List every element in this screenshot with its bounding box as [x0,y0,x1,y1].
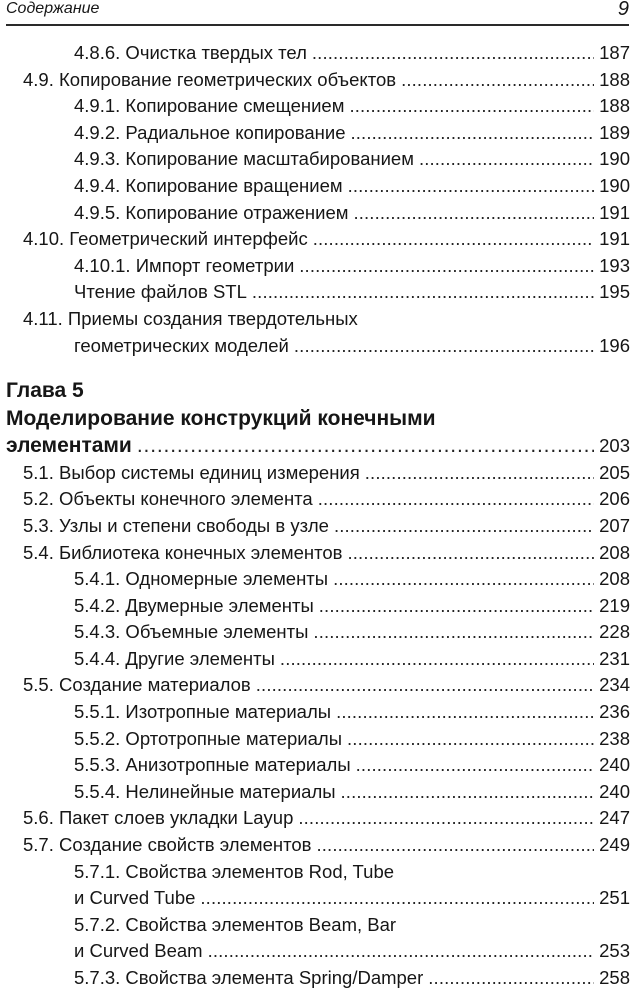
toc-entry-page: 228 [599,621,630,643]
toc-entry-page: 195 [599,281,630,303]
toc-entry-label: 5.5.3. Анизотропные материалы [74,754,351,776]
leader-dots [318,486,594,513]
leader-dots [351,120,595,147]
toc-entry[interactable] [0,566,630,593]
toc-entry-page: 203 [599,435,630,457]
toc-entry[interactable] [0,460,630,487]
toc-entry-page: 193 [599,254,630,276]
toc-entry-label: 5.4.1. Одномерные элементы [74,568,329,590]
page-number: 9 [617,0,629,20]
toc-entry[interactable] [0,859,630,886]
toc-entry-page: 249 [599,834,630,856]
toc-entry[interactable] [0,752,630,779]
toc-entry-label: 5.1. Выбор системы единиц измерения [23,461,360,483]
leader-dots [137,433,594,460]
toc-entry[interactable] [0,540,630,567]
toc-entry[interactable] [0,699,630,726]
toc-entry[interactable] [0,726,630,753]
toc-entry-page: 189 [599,121,630,143]
leader-dots [333,566,594,593]
toc-entry-label: 4.9.3. Копирование масштабированием [74,148,414,170]
toc-entry-page: 251 [599,887,630,909]
leader-dots [347,540,594,567]
toc-entry-label: 5.4. Библиотека конечных элементов [23,541,343,563]
toc-entry[interactable] [0,938,630,965]
toc-entry-label: геометрических моделей [74,334,289,356]
toc-entry-page: 238 [599,727,630,749]
toc-entry-label: 5.5.1. Изотропные материалы [74,701,332,723]
leader-dots [252,279,594,306]
toc-entry[interactable] [0,67,630,94]
leader-dots [208,938,595,965]
leader-dots [200,885,594,912]
leader-dots [313,226,594,253]
toc-entry[interactable] [0,779,630,806]
toc-entry-label: 4.11. Приемы создания твердотельных [23,307,358,329]
leader-dots [299,253,594,280]
toc-entry[interactable] [0,306,630,333]
toc-entry-page: 190 [599,148,630,170]
toc-entry-label: и Curved Tube [74,887,196,909]
leader-dots [365,460,594,487]
toc-entry[interactable] [0,832,630,859]
leader-dots [256,672,594,699]
toc-entry-page: 191 [599,201,630,223]
leader-dots [336,699,594,726]
leader-dots [298,805,594,832]
toc-entry-page: 219 [599,594,630,616]
toc-entry[interactable] [0,619,630,646]
chapter-title: Моделирование конструкций конечными [6,407,436,431]
leader-dots [428,965,594,992]
toc-entry-label: и Curved Beam [74,940,203,962]
toc-entry-label: 5.3. Узлы и степени свободы в узле [23,514,329,536]
toc-entry-label: 4.8.6. Очистка твердых тел [74,42,307,63]
toc-entry[interactable] [0,173,630,200]
toc-entry[interactable] [0,912,630,939]
toc-entry[interactable] [0,593,630,620]
toc-entry[interactable] [0,253,630,280]
toc-entry[interactable] [0,672,630,699]
toc-entry-label: 4.10.1. Импорт геометрии [74,254,295,276]
leader-dots [294,333,594,360]
toc-entry[interactable] [0,120,630,147]
toc-entry-label: 4.9.4. Копирование вращением [74,174,343,196]
toc-entry[interactable] [0,146,630,173]
toc-entry-page: 247 [599,807,630,829]
leader-dots [401,67,594,94]
toc-entry-page: 258 [599,967,630,988]
toc-entry-label: 4.9. Копирование геометрических объектов [23,68,397,90]
toc-entry-label: 4.9.5. Копирование отражением [74,201,349,223]
page-header [6,0,629,26]
toc-entry-label: 4.10. Геометрический интерфейс [23,228,308,250]
chapter-heading: Глава 5 [6,379,84,403]
table-of-contents [0,40,630,992]
toc-entry[interactable] [0,40,630,67]
leader-dots [313,619,594,646]
leader-dots [334,513,594,540]
chapter-title-entry[interactable] [0,433,630,460]
toc-entry-label: 4.9.1. Копирование смещением [74,95,345,117]
toc-entry-label: 5.7.2. Свойства элементов Beam, Bar [74,913,397,935]
toc-entry-page: 188 [599,68,630,90]
toc-entry-page: 207 [599,514,630,536]
toc-entry-page: 208 [599,568,630,590]
toc-entry-label: 5.6. Пакет слоев укладки Layup [23,807,294,829]
toc-entry-label: 5.5.2. Ортотропные материалы [74,727,343,749]
leader-dots [341,779,595,806]
leader-dots [347,726,594,753]
leader-dots [280,646,594,673]
leader-dots [348,173,595,200]
leader-dots [319,593,594,620]
leader-dots [316,832,594,859]
toc-entry-page: 188 [599,95,630,117]
toc-entry-label: 5.4.2. Двумерные элементы [74,594,314,616]
toc-entry[interactable] [0,513,630,540]
toc-entry-label: 5.5.4. Нелинейные материалы [74,780,336,802]
toc-entry[interactable] [0,486,630,513]
toc-entry-page: 187 [599,42,630,63]
toc-entry[interactable] [0,200,630,227]
toc-entry-label: 5.4.4. Другие элементы [74,647,275,669]
toc-entry[interactable] [0,805,630,832]
toc-entry-page: 236 [599,701,630,723]
leader-dots [312,40,594,67]
toc-entry[interactable] [0,226,630,253]
toc-entry-label: 5.7.1. Свойства элементов Rod, Tube [74,860,395,882]
leader-dots [349,93,594,120]
toc-section-ch5 [0,460,630,859]
toc-section-ch4 [0,40,630,306]
toc-entry[interactable] [0,93,630,120]
toc-entry-label: 5.7. Создание свойств элементов [23,834,312,856]
leader-dots [353,200,594,227]
toc-entry-page: 190 [599,174,630,196]
toc-entry-label: 4.9.2. Радиальное копирование [74,121,346,143]
toc-entry-label: 5.7.3. Свойства элемента Spring/Damper [74,967,424,988]
toc-entry-page: 191 [599,228,630,250]
toc-entry[interactable] [0,279,630,306]
toc-entry-page: 208 [599,541,630,563]
toc-entry[interactable] [0,333,630,360]
chapter-title-label: элементами [6,434,132,458]
toc-entry-page: 206 [599,488,630,510]
toc-entry[interactable] [0,965,630,992]
leader-dots [356,752,594,779]
toc-entry[interactable] [0,885,630,912]
toc-entry-page: 234 [599,674,630,696]
toc-entry-page: 240 [599,780,630,802]
leader-dots [419,146,594,173]
toc-entry-page: 205 [599,461,630,483]
toc-entry-label: 5.2. Объекты конечного элемента [23,488,313,510]
toc-entry-label: 5.4.3. Объемные элементы [74,621,309,643]
running-title: Содержание [6,0,100,17]
toc-entry-label: Чтение файлов STL [74,281,247,303]
toc-entry-page: 231 [599,647,630,669]
toc-entry-page: 253 [599,940,630,962]
toc-entry-label: 5.5. Создание материалов [23,674,251,696]
toc-entry[interactable] [0,646,630,673]
toc-entry-page: 240 [599,754,630,776]
toc-entry-page: 196 [599,334,630,356]
